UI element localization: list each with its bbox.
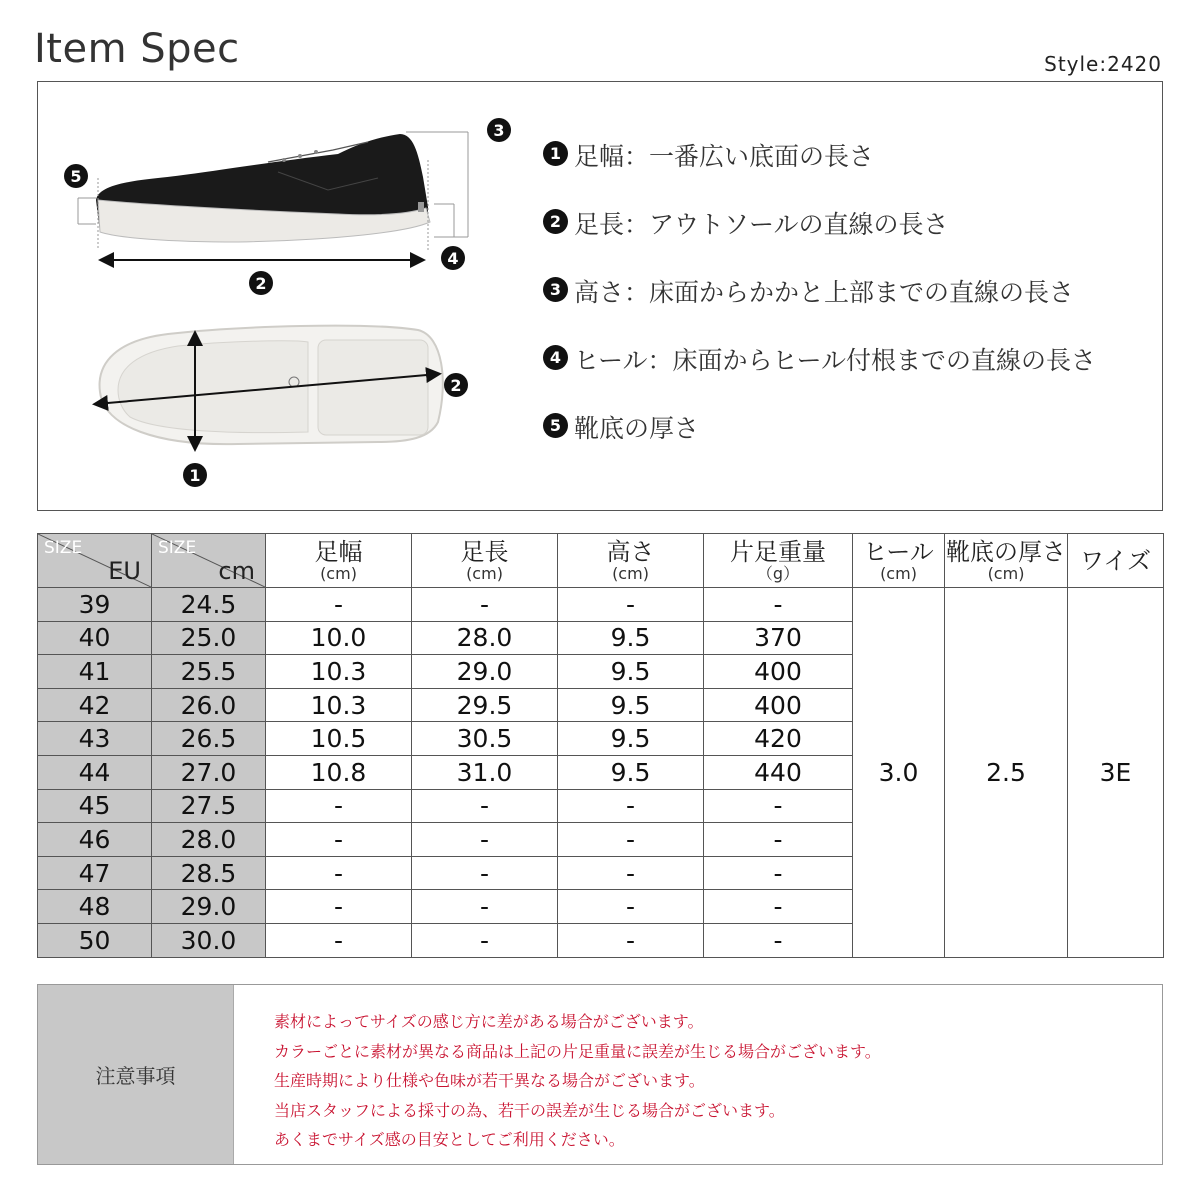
cell-width: - — [266, 789, 412, 823]
cell-height: 9.5 — [558, 621, 704, 655]
page-title: Item Spec — [34, 26, 240, 72]
cell-heel-merged: 3.0 — [853, 588, 945, 958]
legend-item — [543, 273, 1163, 341]
cell-height: - — [558, 789, 704, 823]
svg-text:1: 1 — [189, 466, 201, 485]
cell-width: - — [266, 890, 412, 924]
legend-text: 足幅：一番広い底面の長さ — [574, 142, 875, 171]
notes-box — [37, 984, 1163, 1165]
notes-list — [234, 985, 881, 1164]
cell-eu: 45 — [38, 789, 152, 823]
header-size-cm — [152, 534, 266, 588]
style-code: Style:2420 — [1044, 52, 1162, 76]
cell-height: 9.5 — [558, 655, 704, 689]
cell-cm: 30.0 — [152, 923, 266, 957]
svg-text:3: 3 — [493, 121, 505, 140]
cell-sole-merged: 2.5 — [945, 588, 1068, 958]
marker-5 — [64, 164, 88, 188]
cell-length: - — [412, 789, 558, 823]
cell-height: - — [558, 588, 704, 622]
cell-eu: 48 — [38, 890, 152, 924]
header-sole-label: 靴底の厚さ — [946, 537, 1066, 566]
header-size-label: SIZE — [158, 538, 197, 558]
cell-eu: 50 — [38, 923, 152, 957]
cell-eu: 46 — [38, 823, 152, 857]
cell-length: 28.0 — [412, 621, 558, 655]
cell-height: - — [558, 890, 704, 924]
legend-item — [543, 409, 1163, 477]
cell-length: - — [412, 823, 558, 857]
header-width — [266, 534, 412, 588]
number-4-icon: 4 — [543, 345, 568, 370]
cell-weight: 420 — [704, 722, 853, 756]
cell-eu: 42 — [38, 688, 152, 722]
cell-eu: 47 — [38, 856, 152, 890]
cell-length: 30.5 — [412, 722, 558, 756]
cell-length: 29.0 — [412, 655, 558, 689]
number-2-icon: 2 — [543, 209, 568, 234]
marker-4 — [441, 246, 465, 270]
notes-label: 注意事項 — [38, 985, 234, 1164]
cell-width: - — [266, 923, 412, 957]
cell-length: - — [412, 923, 558, 957]
measurement-legend — [543, 137, 1163, 477]
note-line: 素材によってサイズの感じ方に差がある場合がございます。 — [274, 1012, 704, 1031]
cell-cm: 29.0 — [152, 890, 266, 924]
cell-weight: 440 — [704, 755, 853, 789]
marker-2 — [249, 271, 273, 295]
cell-weight: 370 — [704, 621, 853, 655]
note-line: カラーごとに素材が異なる商品は上記の片足重量に誤差が生じる場合がございます。 — [274, 1041, 881, 1061]
cell-eu: 44 — [38, 755, 152, 789]
cell-width: - — [266, 588, 412, 622]
header-sole-unit: (cm) — [987, 563, 1025, 583]
header-length-label: 足長 — [460, 537, 509, 566]
svg-text:2: 2 — [255, 274, 267, 293]
cell-weight: - — [704, 923, 853, 957]
header-length — [412, 534, 558, 588]
cell-weight: 400 — [704, 688, 853, 722]
cell-length: - — [412, 890, 558, 924]
note-line: 当店スタッフによる採寸の為、若干の誤差が生じる場合がございます。 — [274, 1100, 785, 1120]
header-size-eu — [38, 534, 152, 588]
note-line: 生産時期により仕様や色味が若干異なる場合がございます。 — [274, 1071, 705, 1090]
cell-length: - — [412, 856, 558, 890]
cell-width: - — [266, 823, 412, 857]
marker-3 — [487, 118, 511, 142]
header-height — [558, 534, 704, 588]
cell-weight: 400 — [704, 655, 853, 689]
cell-cm: 24.5 — [152, 588, 266, 622]
cell-length: - — [412, 588, 558, 622]
cell-weight: - — [704, 823, 853, 857]
cell-cm: 28.5 — [152, 856, 266, 890]
legend-text: 高さ：床面からかかと上部までの直線の長さ — [574, 278, 1075, 307]
cell-width: 10.3 — [266, 655, 412, 689]
cell-eu: 40 — [38, 621, 152, 655]
header-size-label: SIZE — [44, 538, 83, 558]
cell-cm: 27.0 — [152, 755, 266, 789]
cell-height: - — [558, 856, 704, 890]
legend-item — [543, 341, 1163, 409]
marker-1 — [183, 463, 207, 487]
header-weight-label: 片足重量 — [730, 537, 826, 566]
cell-height: - — [558, 923, 704, 957]
svg-text:5: 5 — [70, 167, 82, 186]
legend-item — [543, 205, 1163, 273]
cell-cm: 26.5 — [152, 722, 266, 756]
header-heel — [853, 534, 945, 588]
cell-weight: - — [704, 890, 853, 924]
cell-width: 10.0 — [266, 621, 412, 655]
header-sole — [945, 534, 1068, 588]
legend-text: 靴底の厚さ — [574, 414, 700, 443]
header-width-unit: (cm) — [320, 563, 357, 583]
cell-width: 10.3 — [266, 688, 412, 722]
cell-weight: - — [704, 588, 853, 622]
cell-cm: 25.5 — [152, 655, 266, 689]
cell-weight: - — [704, 789, 853, 823]
header-weight — [704, 534, 853, 588]
legend-text: 足長：アウトソールの直線の長さ — [574, 210, 949, 239]
cell-cm: 28.0 — [152, 823, 266, 857]
header-height-unit: (cm) — [612, 563, 649, 583]
header-cm-label: cm — [218, 557, 255, 585]
cell-eu: 43 — [38, 722, 152, 756]
shoe-bottom-view — [100, 326, 443, 445]
cell-wise-merged: 3E — [1068, 588, 1164, 958]
table-header-row — [38, 534, 1164, 588]
legend-text: ヒール：床面からヒール付根までの直線の長さ — [574, 346, 1097, 375]
header-eu-label: EU — [108, 557, 141, 585]
cell-width: 10.5 — [266, 722, 412, 756]
header-weight-unit: （g） — [756, 563, 800, 583]
header-width-label: 足幅 — [314, 537, 363, 566]
marker-2-bottom — [444, 373, 468, 397]
header-heel-unit: (cm) — [880, 563, 917, 583]
table-row — [38, 588, 1164, 622]
number-5-icon: 5 — [543, 413, 568, 438]
cell-cm: 25.0 — [152, 621, 266, 655]
header-heel-label: ヒール — [863, 537, 934, 566]
cell-height: 9.5 — [558, 722, 704, 756]
header-wise — [1068, 534, 1164, 588]
shoe-side-view — [96, 134, 430, 242]
cell-width: - — [266, 856, 412, 890]
cell-height: - — [558, 823, 704, 857]
spec-box — [37, 81, 1163, 511]
number-1-icon: 1 — [543, 141, 568, 166]
cell-height: 9.5 — [558, 688, 704, 722]
cell-cm: 26.0 — [152, 688, 266, 722]
note-line: あくまでサイズ感の目安としてご利用ください。 — [274, 1130, 625, 1149]
cell-weight: - — [704, 856, 853, 890]
legend-item — [543, 137, 1163, 205]
number-3-icon: 3 — [543, 277, 568, 302]
svg-text:2: 2 — [450, 376, 462, 395]
header-wise-label: ワイズ — [1079, 546, 1152, 575]
shoe-diagram — [38, 82, 538, 512]
cell-height: 9.5 — [558, 755, 704, 789]
cell-eu: 39 — [38, 588, 152, 622]
cell-eu: 41 — [38, 655, 152, 689]
header-length-unit: (cm) — [466, 563, 503, 583]
cell-length: 31.0 — [412, 755, 558, 789]
cell-width: 10.8 — [266, 755, 412, 789]
svg-text:4: 4 — [447, 249, 459, 268]
header-height-label: 高さ — [606, 537, 655, 566]
size-table — [37, 533, 1164, 958]
cell-cm: 27.5 — [152, 789, 266, 823]
cell-length: 29.5 — [412, 688, 558, 722]
